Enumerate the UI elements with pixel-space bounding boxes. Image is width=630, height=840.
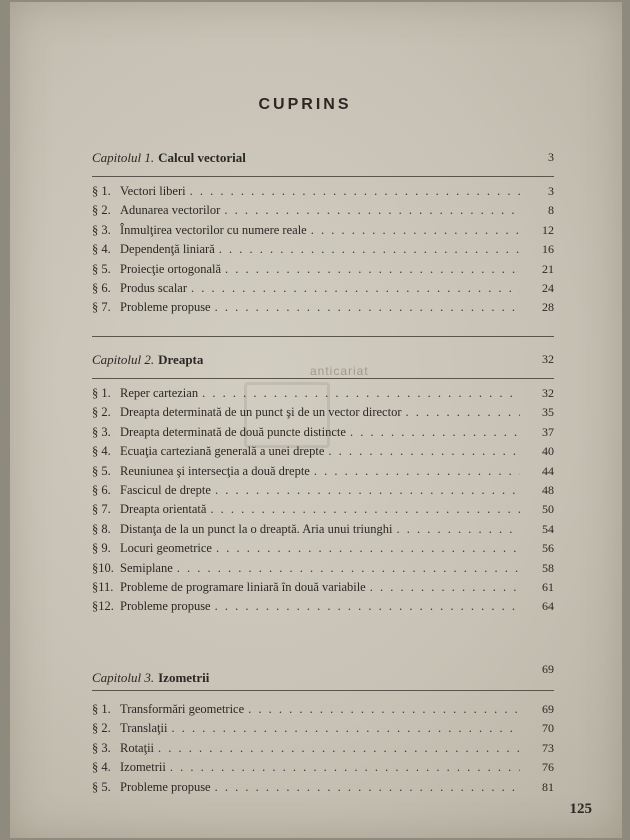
section-number: § 5.	[92, 779, 111, 794]
toc-entry	[92, 203, 554, 222]
chapter-rule	[92, 690, 554, 691]
chapter-rule	[92, 176, 554, 177]
toc-entry	[92, 464, 554, 483]
toc-entry	[92, 741, 554, 760]
section-number: § 1.	[92, 386, 111, 400]
toc-entry	[92, 405, 554, 424]
leader-dots	[216, 541, 520, 556]
section-page: 28	[542, 300, 554, 315]
leader-dots	[171, 721, 520, 736]
leader-dots	[314, 464, 520, 479]
section-number: § 8.	[92, 521, 111, 536]
section-page: 61	[542, 579, 554, 594]
toc-entry	[92, 721, 554, 740]
leader-dots	[190, 184, 520, 199]
toc-entry	[92, 444, 554, 463]
section-number: §12.	[92, 599, 114, 614]
section-page: 37	[542, 424, 554, 439]
toc-entry	[92, 760, 554, 779]
section-list	[92, 702, 554, 799]
chapter-label: Capitolul 1.	[92, 150, 155, 165]
section-number: § 1.	[92, 184, 111, 198]
section-title: Înmulţirea vectorilor cu numere reale	[120, 222, 307, 237]
section-page: 64	[542, 599, 554, 614]
leader-dots	[397, 522, 521, 537]
section-title: Rotaţii	[120, 740, 155, 755]
section-title: Probleme propuse	[120, 300, 211, 315]
section-title: Reper cartezian	[120, 386, 199, 400]
section-title: Locuri geometrice	[120, 541, 212, 556]
page-title: CUPRINS	[258, 96, 352, 113]
section-title: Dreapta determinată de un punct şi de un vector director	[120, 405, 402, 420]
toc-entry	[92, 780, 554, 799]
section-page: 50	[542, 502, 554, 517]
toc-entry	[92, 281, 554, 300]
chapter-rule	[92, 378, 554, 379]
leader-dots	[170, 760, 520, 775]
chapter-1	[92, 150, 554, 320]
section-title: Proiecţie ortogonală	[120, 261, 222, 276]
leader-dots	[177, 561, 520, 576]
toc-entry	[92, 386, 554, 405]
section-number: § 4.	[92, 760, 111, 775]
section-number: § 5.	[92, 463, 111, 478]
chapter-label: Capitolul 2.	[92, 352, 155, 367]
section-title: Dreapta determinată de două puncte distincte	[120, 424, 346, 439]
chapter-page: 69	[542, 662, 554, 676]
toc-entry	[92, 223, 554, 242]
section-number: § 3.	[92, 222, 111, 237]
toc-entry	[92, 300, 554, 319]
section-number: § 6.	[92, 280, 111, 295]
section-number: § 6.	[92, 482, 111, 497]
section-page: 24	[542, 280, 554, 295]
section-title: Produs scalar	[120, 280, 187, 295]
section-list	[92, 184, 554, 320]
section-title: Dreapta orientată	[120, 502, 207, 517]
section-page: 58	[542, 560, 554, 575]
section-title: Adunarea vectorilor	[120, 203, 221, 218]
toc-entry	[92, 483, 554, 502]
toc-entry	[92, 580, 554, 599]
leader-dots	[158, 741, 520, 756]
leader-dots	[215, 780, 520, 795]
section-number: § 7.	[92, 300, 111, 315]
section-number: §11.	[92, 579, 114, 594]
leader-dots	[224, 203, 520, 218]
section-page: 81	[542, 779, 554, 794]
section-page: 48	[542, 482, 554, 497]
section-number: §10.	[92, 560, 114, 575]
leader-dots	[191, 281, 520, 296]
section-page: 32	[542, 386, 554, 400]
section-page: 54	[542, 521, 554, 536]
section-title: Probleme propuse	[120, 779, 211, 794]
section-title: Probleme de programare liniară în două variabile	[120, 579, 366, 594]
leader-dots	[210, 502, 520, 517]
leader-dots	[225, 262, 520, 277]
section-number: § 5.	[92, 261, 111, 276]
section-title: Ecuaţia carteziană generală a unei drepte	[120, 444, 325, 459]
section-page: 56	[542, 541, 554, 556]
section-page: 21	[542, 261, 554, 276]
section-number: § 2.	[92, 721, 111, 736]
section-title: Dependenţă liniară	[120, 242, 215, 257]
chapter-2	[92, 352, 554, 619]
leader-dots	[350, 425, 520, 440]
section-page: 16	[542, 242, 554, 257]
chapter-name: Calcul vectorial	[158, 150, 246, 165]
section-title: Probleme propuse	[120, 599, 211, 614]
section-number: § 3.	[92, 740, 111, 755]
leader-dots	[370, 580, 520, 595]
section-number: § 7.	[92, 502, 111, 517]
section-page: 8	[548, 203, 554, 218]
section-page: 70	[542, 721, 554, 736]
section-page: 35	[542, 405, 554, 420]
leader-dots	[405, 405, 520, 420]
watermark-text: anticariat	[310, 364, 369, 378]
section-page: 76	[542, 760, 554, 775]
section-title: Izometrii	[120, 760, 166, 775]
toc-entry	[92, 599, 554, 618]
chapter-name: Dreapta	[158, 352, 204, 367]
section-title: Translaţii	[120, 721, 168, 736]
chapter-page: 3	[548, 150, 554, 164]
section-title: Fascicul de drepte	[120, 482, 211, 497]
toc-entry	[92, 561, 554, 580]
section-title: Distanţa de la un punct la o dreaptă. Aria unui triunghi	[120, 521, 393, 536]
chapter-heading	[92, 662, 554, 690]
chapter-name: Izometrii	[158, 670, 210, 685]
section-number: § 9.	[92, 541, 111, 556]
toc-entry	[92, 702, 554, 721]
toc-entry	[92, 522, 554, 541]
chapter-label: Capitolul 3.	[92, 670, 155, 685]
leader-dots	[219, 242, 520, 257]
section-page: 73	[542, 740, 554, 755]
section-number: § 3.	[92, 424, 111, 439]
leader-dots	[215, 599, 520, 614]
leader-dots	[215, 483, 520, 498]
section-number: § 4.	[92, 444, 111, 459]
toc-entry	[92, 425, 554, 444]
section-number: § 1.	[92, 702, 111, 716]
section-title: Vectori liberi	[120, 184, 186, 198]
toc-entry	[92, 502, 554, 521]
section-number: § 4.	[92, 242, 111, 257]
section-page: 3	[548, 184, 554, 198]
leader-dots	[215, 300, 520, 315]
section-number: § 2.	[92, 203, 111, 218]
toc-entry	[92, 184, 554, 203]
toc-entry	[92, 242, 554, 261]
toc-entry	[92, 541, 554, 560]
leader-dots	[328, 444, 520, 459]
section-title: Reuniunea şi intersecţia a două drepte	[120, 463, 310, 478]
section-page: 40	[542, 444, 554, 459]
leader-dots	[202, 386, 520, 401]
leader-dots	[248, 702, 520, 717]
chapter-heading	[92, 352, 554, 372]
section-title: Semiplane	[120, 560, 173, 575]
chapter-page: 32	[542, 352, 554, 366]
section-title: Transformări geometrice	[120, 702, 245, 716]
book-page	[10, 2, 622, 838]
section-page: 44	[542, 463, 554, 478]
chapter-rule-bottom	[92, 336, 554, 337]
section-page: 69	[542, 702, 554, 716]
leader-dots	[311, 223, 520, 238]
toc-entry	[92, 262, 554, 281]
section-list	[92, 386, 554, 619]
chapter-heading	[92, 150, 554, 170]
section-page: 12	[542, 222, 554, 237]
page-number: 125	[569, 801, 592, 817]
chapter-3	[92, 662, 554, 799]
section-number: § 2.	[92, 405, 111, 420]
